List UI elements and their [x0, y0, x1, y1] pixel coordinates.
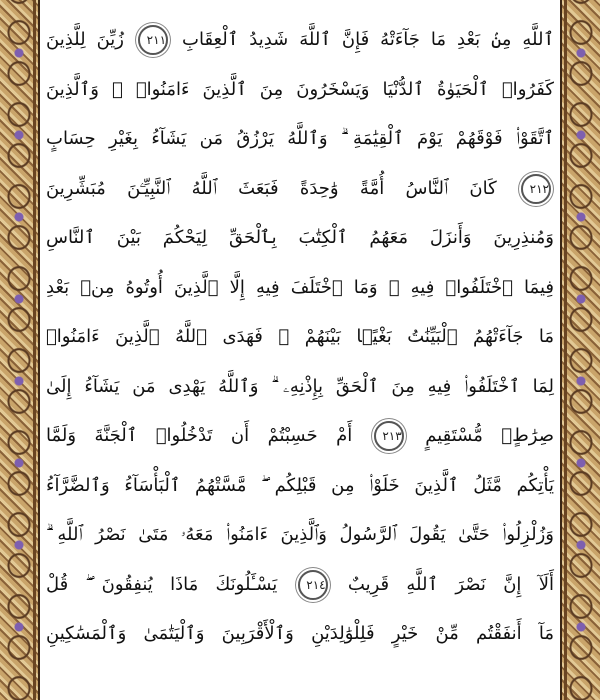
verse-line: [46, 560, 554, 610]
mushaf-page-text: [46, 0, 554, 659]
verse-text: أَلَآ إِنَّ نَصْرَ ٱللَّهِ قَرِيبٌ: [347, 573, 554, 595]
ayah-number-marker: ٢١٣: [374, 421, 404, 451]
ornamental-border-left: [0, 0, 40, 700]
verse-line: [46, 461, 554, 511]
ayah-number-marker: ٢١٢: [521, 174, 551, 204]
verse-text: مَآ أَنفَقْتُم مِّنْ خَيْرٍ فَلِلْوَٰلِدَيْنِ وَٱلْأَقْرَبِينَ وَٱلْيَتَٰمَىٰ وَٱلْمَسَٰكِينِ: [46, 623, 554, 644]
verse-line: [46, 312, 554, 362]
verse-line: [46, 609, 554, 659]
verse-line: [46, 164, 554, 214]
verse-line: [46, 15, 554, 65]
verse-text: وَزُلْزِلُوا۟ حَتَّىٰ يَقُولَ ٱلرَّسُولُ وَٱلَّذِينَ ءَامَنُوا۟ مَعَهُۥ مَتَىٰ نَصْرُ ٱللَّهِ ۗ: [46, 524, 554, 545]
verse-text: صِرَٰطٍۢ مُّسْتَقِيمٍ: [425, 425, 554, 446]
verse-text: فِيمَا ٱخْتَلَفُوا۟ فِيهِ ۚ وَمَا ٱخْتَلَفَ فِيهِ إِلَّا ٱلَّذِينَ أُوتُوهُ مِنۢ بَعْدِ: [46, 276, 554, 298]
verse-line: [46, 213, 554, 263]
ayah-number-marker: ٢١٤: [298, 570, 328, 600]
verse-line: [46, 411, 554, 461]
verse-text: كَانَ ٱلنَّاسُ أُمَّةً وَٰحِدَةً فَبَعَثَ ٱللَّهُ ٱلنَّبِيِّـۧنَ مُبَشِّرِينَ: [46, 177, 497, 199]
ornamental-border-right: [560, 0, 600, 700]
verse-text: كَفَرُوا۟ ٱلْحَيَوٰةُ ٱلدُّنْيَا وَيَسْخَرُونَ مِنَ ٱلَّذِينَ ءَامَنُوا۟ ۘ وَٱلَّذِينَ: [46, 78, 554, 100]
verse-line: [46, 65, 554, 115]
ayah-number-marker: ٢١١: [138, 25, 168, 55]
verse-text: لِمَا ٱخْتَلَفُوا۟ فِيهِ مِنَ ٱلْحَقِّ بِإِذْنِهِۦ ۗ وَٱللَّهُ يَهْدِى مَن يَشَآءُ إِلَىٰ: [46, 375, 554, 397]
verse-line: [46, 362, 554, 412]
verse-line: [46, 263, 554, 313]
verse-text: يَأْتِكُم مَّثَلُ ٱلَّذِينَ خَلَوْا۟ مِن قَبْلِكُم ۖ مَّسَّتْهُمُ ٱلْبَأْسَآءُ وَٱلضَّرَّآءُ: [46, 474, 554, 496]
verse-line: [46, 114, 554, 164]
verse-text: مَا جَآءَتْهُمُ ٱلْبَيِّنَٰتُ بَغْيًۢا بَيْنَهُمْ ۖ فَهَدَى ٱللَّهُ ٱلَّذِينَ ءَامَنُوا۟: [46, 326, 554, 347]
verse-line: [46, 510, 554, 560]
verse-text: ٱتَّقَوْا۟ فَوْقَهُمْ يَوْمَ ٱلْقِيَٰمَةِ ۗ وَٱللَّهُ يَرْزُقُ مَن يَشَآءُ بِغَيْرِ حِسَابٍ: [46, 128, 554, 149]
verse-text: زُيِّنَ لِلَّذِينَ: [46, 29, 125, 50]
verse-text: يَسْـَٔلُونَكَ مَاذَا يُنفِقُونَ ۖ قُلْ: [46, 573, 278, 595]
verse-text: ٱللَّهِ مِنۢ بَعْدِ مَا جَآءَتْهُ فَإِنَّ ٱللَّهَ شَدِيدُ ٱلْعِقَابِ: [182, 29, 554, 50]
verse-text: وَمُنذِرِينَ وَأَنزَلَ مَعَهُمُ ٱلْكِتَٰبَ بِٱلْحَقِّ لِيَحْكُمَ بَيْنَ ٱلنَّاسِ: [46, 227, 554, 248]
verse-text: أَمْ حَسِبْتُمْ أَن تَدْخُلُوا۟ ٱلْجَنَّةَ وَلَمَّا: [46, 425, 353, 446]
